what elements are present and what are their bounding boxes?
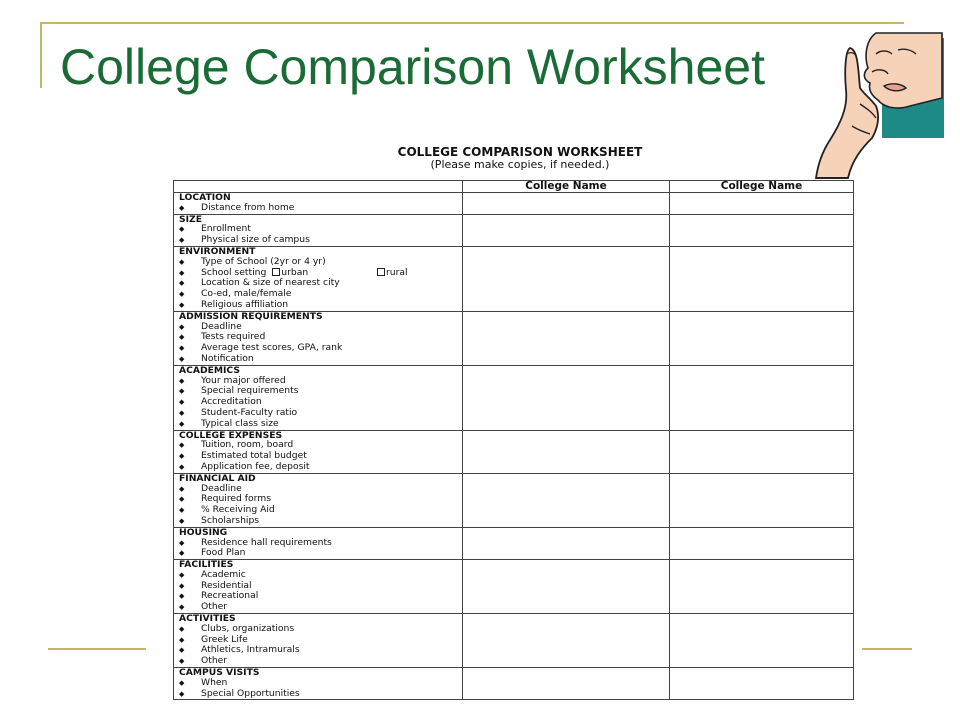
header-college-name-1: College Name xyxy=(463,181,670,193)
diamond-bullet-icon: ◆ xyxy=(179,603,185,612)
item-label: Distance from home xyxy=(201,201,295,213)
diamond-bullet-icon: ◆ xyxy=(179,657,185,666)
item-label: Special Opportunities xyxy=(201,687,300,699)
item-label: Greek Life xyxy=(201,633,248,645)
table-row xyxy=(174,311,854,365)
section-title: COLLEGE EXPENSES xyxy=(179,429,283,441)
item-label: Other xyxy=(201,655,228,667)
college-1-answer-cell[interactable] xyxy=(463,614,670,668)
table-row xyxy=(174,668,854,700)
college-1-answer-cell[interactable] xyxy=(463,527,670,559)
diamond-bullet-icon: ◆ xyxy=(179,689,185,698)
section-title: FACILITIES xyxy=(179,559,234,571)
section-cell xyxy=(174,365,463,430)
list-item xyxy=(174,419,462,430)
diamond-bullet-icon: ◆ xyxy=(179,592,185,601)
college-2-answer-cell[interactable] xyxy=(670,214,854,246)
diamond-bullet-icon: ◆ xyxy=(179,322,185,331)
item-label: % Receiving Aid xyxy=(201,504,275,516)
section-cell xyxy=(174,668,463,700)
item-label: Typical class size xyxy=(201,417,279,429)
frame-top-line xyxy=(40,22,904,24)
diamond-bullet-icon: ◆ xyxy=(179,538,185,547)
section-title: CAMPUS VISITS xyxy=(179,667,260,679)
college-2-answer-cell[interactable] xyxy=(670,473,854,527)
college-2-answer-cell[interactable] xyxy=(670,365,854,430)
section-cell xyxy=(174,473,463,527)
diamond-bullet-icon: ◆ xyxy=(179,344,185,353)
section-cell xyxy=(174,214,463,246)
diamond-bullet-icon: ◆ xyxy=(179,333,185,342)
section-title: LOCATION xyxy=(179,192,231,203)
diamond-bullet-icon: ◆ xyxy=(179,506,185,515)
section-cell xyxy=(174,193,463,215)
item-label: School setting xyxy=(201,266,267,278)
item-label: Tests required xyxy=(201,331,266,343)
list-item xyxy=(174,656,462,667)
diamond-bullet-icon: ◆ xyxy=(179,419,185,428)
header-blank-cell xyxy=(174,181,463,193)
table-header-row xyxy=(174,181,854,193)
diamond-bullet-icon: ◆ xyxy=(179,624,185,633)
item-label: Student-Faculty ratio xyxy=(201,406,298,418)
diamond-bullet-icon: ◆ xyxy=(179,387,185,396)
item-label: Special requirements xyxy=(201,385,299,397)
college-1-answer-cell[interactable] xyxy=(463,668,670,700)
urban-option[interactable] xyxy=(272,267,308,278)
list-item xyxy=(174,462,462,473)
section-cell xyxy=(174,560,463,614)
frame-left-line xyxy=(40,22,42,88)
table-row xyxy=(174,527,854,559)
diamond-bullet-icon: ◆ xyxy=(179,354,185,363)
table-row xyxy=(174,193,854,215)
section-cell xyxy=(174,246,463,311)
diamond-bullet-icon: ◆ xyxy=(179,678,185,687)
diamond-bullet-icon: ◆ xyxy=(179,203,185,212)
item-label: Religious affiliation xyxy=(201,298,289,310)
item-label: Athletics, Intramurals xyxy=(201,644,300,656)
item-label: Other xyxy=(201,601,228,613)
item-label: Physical size of campus xyxy=(201,234,310,246)
diamond-bullet-icon: ◆ xyxy=(179,462,185,471)
diamond-bullet-icon: ◆ xyxy=(179,300,185,309)
item-label: Academic xyxy=(201,568,246,580)
diamond-bullet-icon: ◆ xyxy=(179,646,185,655)
frame-bottom-left-line xyxy=(48,648,146,650)
college-1-answer-cell[interactable] xyxy=(463,365,670,430)
college-2-answer-cell[interactable] xyxy=(670,527,854,559)
diamond-bullet-icon: ◆ xyxy=(179,635,185,644)
college-1-answer-cell[interactable] xyxy=(463,560,670,614)
diamond-bullet-icon: ◆ xyxy=(179,279,185,288)
item-label: Enrollment xyxy=(201,223,251,235)
item-label: Estimated total budget xyxy=(201,450,307,462)
list-item xyxy=(174,235,462,246)
diamond-bullet-icon: ◆ xyxy=(179,581,185,590)
college-2-answer-cell[interactable] xyxy=(670,193,854,215)
section-title: SIZE xyxy=(179,213,202,225)
slide-title: College Comparison Worksheet xyxy=(60,39,765,95)
item-label: Type of School (2yr or 4 yr) xyxy=(201,255,326,267)
item-label: Food Plan xyxy=(201,547,246,559)
list-item xyxy=(174,689,462,700)
college-1-answer-cell[interactable] xyxy=(463,246,670,311)
college-2-answer-cell[interactable] xyxy=(670,560,854,614)
item-label: Average test scores, GPA, rank xyxy=(201,342,343,354)
section-cell xyxy=(174,430,463,473)
item-label: Deadline xyxy=(201,320,242,332)
section-title: ADMISSION REQUIREMENTS xyxy=(179,310,323,322)
college-1-answer-cell[interactable] xyxy=(463,193,670,215)
rural-label: rural xyxy=(386,266,408,278)
urban-label: urban xyxy=(281,266,309,278)
diamond-bullet-icon: ◆ xyxy=(179,516,185,525)
rural-option[interactable] xyxy=(377,268,408,278)
diamond-bullet-icon: ◆ xyxy=(179,236,185,245)
college-2-answer-cell[interactable] xyxy=(670,311,854,365)
table-row xyxy=(174,214,854,246)
section-title: ACTIVITIES xyxy=(179,613,236,625)
section-title: FINANCIAL AID xyxy=(179,472,256,484)
item-label: Application fee, deposit xyxy=(201,460,310,472)
table-row xyxy=(174,365,854,430)
diamond-bullet-icon: ◆ xyxy=(179,549,185,558)
college-2-answer-cell[interactable] xyxy=(670,430,854,473)
item-label: Clubs, organizations xyxy=(201,622,295,634)
item-label: When xyxy=(201,676,228,688)
diamond-bullet-icon: ◆ xyxy=(179,452,185,461)
diamond-bullet-icon: ◆ xyxy=(179,484,185,493)
table-row xyxy=(174,614,854,668)
college-2-answer-cell[interactable] xyxy=(670,246,854,311)
diamond-bullet-icon: ◆ xyxy=(179,408,185,417)
item-label: Notification xyxy=(201,352,254,364)
college-2-answer-cell[interactable] xyxy=(670,614,854,668)
list-item xyxy=(174,203,462,214)
college-2-answer-cell[interactable] xyxy=(670,668,854,700)
section-title: HOUSING xyxy=(179,526,228,538)
item-label: Tuition, room, board xyxy=(201,439,294,451)
college-1-answer-cell[interactable] xyxy=(463,214,670,246)
section-cell xyxy=(174,614,463,668)
table-row xyxy=(174,560,854,614)
urban-checkbox[interactable] xyxy=(272,268,280,276)
header-college-name-2: College Name xyxy=(670,181,854,193)
college-1-answer-cell[interactable] xyxy=(463,473,670,527)
comparison-table xyxy=(173,180,854,700)
diamond-bullet-icon: ◆ xyxy=(179,570,185,579)
diamond-bullet-icon: ◆ xyxy=(179,495,185,504)
diamond-bullet-icon: ◆ xyxy=(179,376,185,385)
section-title: ACADEMICS xyxy=(179,364,240,376)
diamond-bullet-icon: ◆ xyxy=(179,441,185,450)
worksheet-subheading: (Please make copies, if needed.) xyxy=(430,158,610,171)
diamond-bullet-icon: ◆ xyxy=(179,257,185,266)
item-label: Accreditation xyxy=(201,396,262,408)
section-cell xyxy=(174,311,463,365)
list-item xyxy=(174,354,462,365)
diamond-bullet-icon: ◆ xyxy=(179,225,185,234)
item-label: Residence hall requirements xyxy=(201,536,332,548)
college-1-answer-cell[interactable] xyxy=(463,430,670,473)
section-title: ENVIRONMENT xyxy=(179,245,256,257)
list-item xyxy=(174,602,462,613)
item-label: Deadline xyxy=(201,482,242,494)
item-label: Recreational xyxy=(201,590,259,602)
rural-checkbox[interactable] xyxy=(377,268,385,276)
table-row xyxy=(174,430,854,473)
item-label: Scholarships xyxy=(201,514,260,526)
diamond-bullet-icon: ◆ xyxy=(179,290,185,299)
item-label: Your major offered xyxy=(201,374,286,386)
diamond-bullet-icon: ◆ xyxy=(179,398,185,407)
list-item xyxy=(174,300,462,311)
section-cell xyxy=(174,527,463,559)
item-label: Co-ed, male/female xyxy=(201,288,292,300)
item-label: Location & size of nearest city xyxy=(201,277,340,289)
item-label: Residential xyxy=(201,579,252,591)
worksheet-heading: COLLEGE COMPARISON WORKSHEET xyxy=(397,145,643,159)
item-label: Required forms xyxy=(201,493,272,505)
list-item xyxy=(174,516,462,527)
table-row xyxy=(174,473,854,527)
college-1-answer-cell[interactable] xyxy=(463,311,670,365)
frame-bottom-right-line xyxy=(862,648,912,650)
table-row xyxy=(174,246,854,311)
list-item xyxy=(174,548,462,559)
diamond-bullet-icon: ◆ xyxy=(179,268,185,277)
